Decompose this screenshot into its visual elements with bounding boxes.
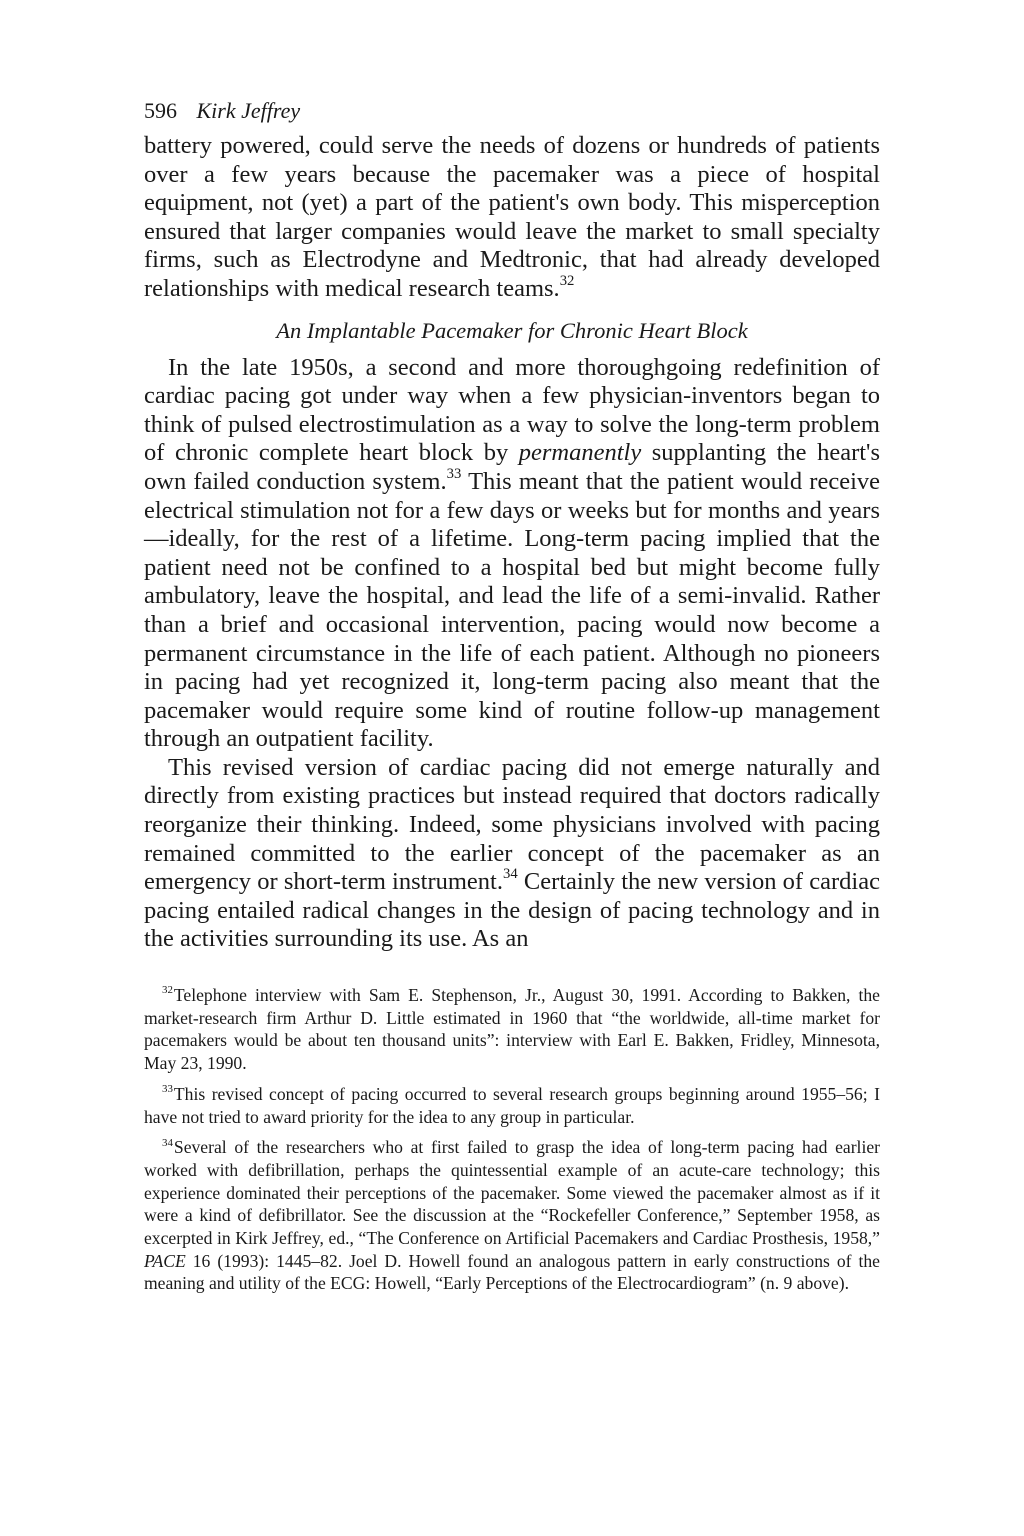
footnote-number: 32 bbox=[162, 984, 173, 997]
paragraph-2 bbox=[144, 354, 880, 754]
note-ref-32: 32 bbox=[559, 272, 575, 289]
paragraph-1-text: battery powered, could serve the needs of dozens or hundreds of patients over a few years because the pacemaker was a piece of hospital equipment, not (yet) a part of the patient's own body. This misperception ensured that larger companies would leave the market to small specialty firms, such as Electrodyne and Medtronic, that had already developed relationships with medical research teams. bbox=[144, 132, 880, 302]
page-number: 596 bbox=[144, 98, 177, 123]
page bbox=[144, 96, 880, 1303]
journal-title: PACE bbox=[144, 1250, 186, 1271]
footnotes bbox=[144, 984, 880, 1295]
paragraph-3 bbox=[144, 754, 880, 954]
note-ref-34: 34 bbox=[502, 866, 518, 883]
running-head bbox=[144, 96, 880, 126]
paragraph-2-emphasis: permanently bbox=[518, 439, 642, 467]
footnote-33 bbox=[144, 1083, 880, 1128]
footnote-text-b: 16 (1993): 1445–82. Joel D. Howell found an analogous pattern in early constructions of the meaning and utility of the ECG: Howell, “Early Perceptions of the Electrocardiogram” (n. 9 above). bbox=[144, 1250, 880, 1294]
footnote-32 bbox=[144, 984, 880, 1075]
footnote-number: 34 bbox=[162, 1136, 173, 1149]
paragraph-3-text-a: This revised version of cardiac pacing did not emerge naturally and directly from existing practices but instead required that doctors radically reorganize their thinking. Indeed, some physicians involved with pacing remained committed to the earlier concept of the pacemaker as an emergency or short-term instrument. bbox=[144, 753, 880, 896]
paragraph-2-text-b: supplanting the heart's own failed conduction system. bbox=[144, 439, 880, 495]
paragraph-2-text-c: This meant that the patient would receive electrical stimulation not for a few days or weeks but for months and years—ideally, for the rest of a lifetime. Long-term pacing implied that the patient need not be confined to a hospital bed but might become fully ambulatory, leave the hospital, and lead the life of a semi-invalid. Rather than a brief and occasional intervention, pacing would now become a permanent circumstance in the life of each patient. Although no pioneers in pacing had yet recognized it, long-term pacing also meant that the pacemaker would require some kind of routine follow-up management through an outpatient facility. bbox=[144, 467, 881, 753]
running-head-author: Kirk Jeffrey bbox=[196, 98, 301, 123]
body-text bbox=[144, 132, 880, 954]
paragraph-1 bbox=[144, 132, 880, 304]
footnote-text: Telephone interview with Sam E. Stephenson, Jr., August 30, 1991. According to Bakken, the market-research firm Arthur D. Little estimated in 1960 that “the worldwide, all-time market for pacemakers would be about ten thousand units”: interview with Earl E. Bakken, Fridley, Minnesota, May 23, 1990. bbox=[144, 985, 880, 1074]
footnote-text-a: Several of the researchers who at first failed to grasp the idea of long-term pacing had earlier worked with defibrillation, perhaps the quintessential example of an acute-care technology; this experience dominated their perceptions of the pacemaker. Some viewed the pacemaker almost as if it were a kind of defibrillator. See the discussion at the “Rockefeller Conference,” September 1958, as excerpted in Kirk Jeffrey, ed., “The Conference on Artificial Pacemakers and Cardiac Prosthesis, 1958,” bbox=[144, 1137, 880, 1249]
paragraph-3-text-b: Certainly the new version of cardiac pacing entailed radical changes in the design of pacing technology and in the activities surrounding its use. As an bbox=[144, 868, 880, 953]
footnote-34 bbox=[144, 1136, 880, 1295]
footnote-text: This revised concept of pacing occurred to several research groups beginning around 1955–56; I have not tried to award priority for the idea to any group in particular. bbox=[144, 1083, 880, 1127]
note-ref-33: 33 bbox=[446, 465, 462, 482]
section-heading: An Implantable Pacemaker for Chronic Heart Block bbox=[276, 317, 748, 343]
paragraph-2-text-a: In the late 1950s, a second and more thoroughgoing redefinition of cardiac pacing got under way when a few physician-inventors began to think of pulsed electrostimulation as a way to solve the long-term problem of chronic complete heart block by bbox=[144, 353, 880, 467]
footnote-number: 33 bbox=[162, 1083, 173, 1096]
